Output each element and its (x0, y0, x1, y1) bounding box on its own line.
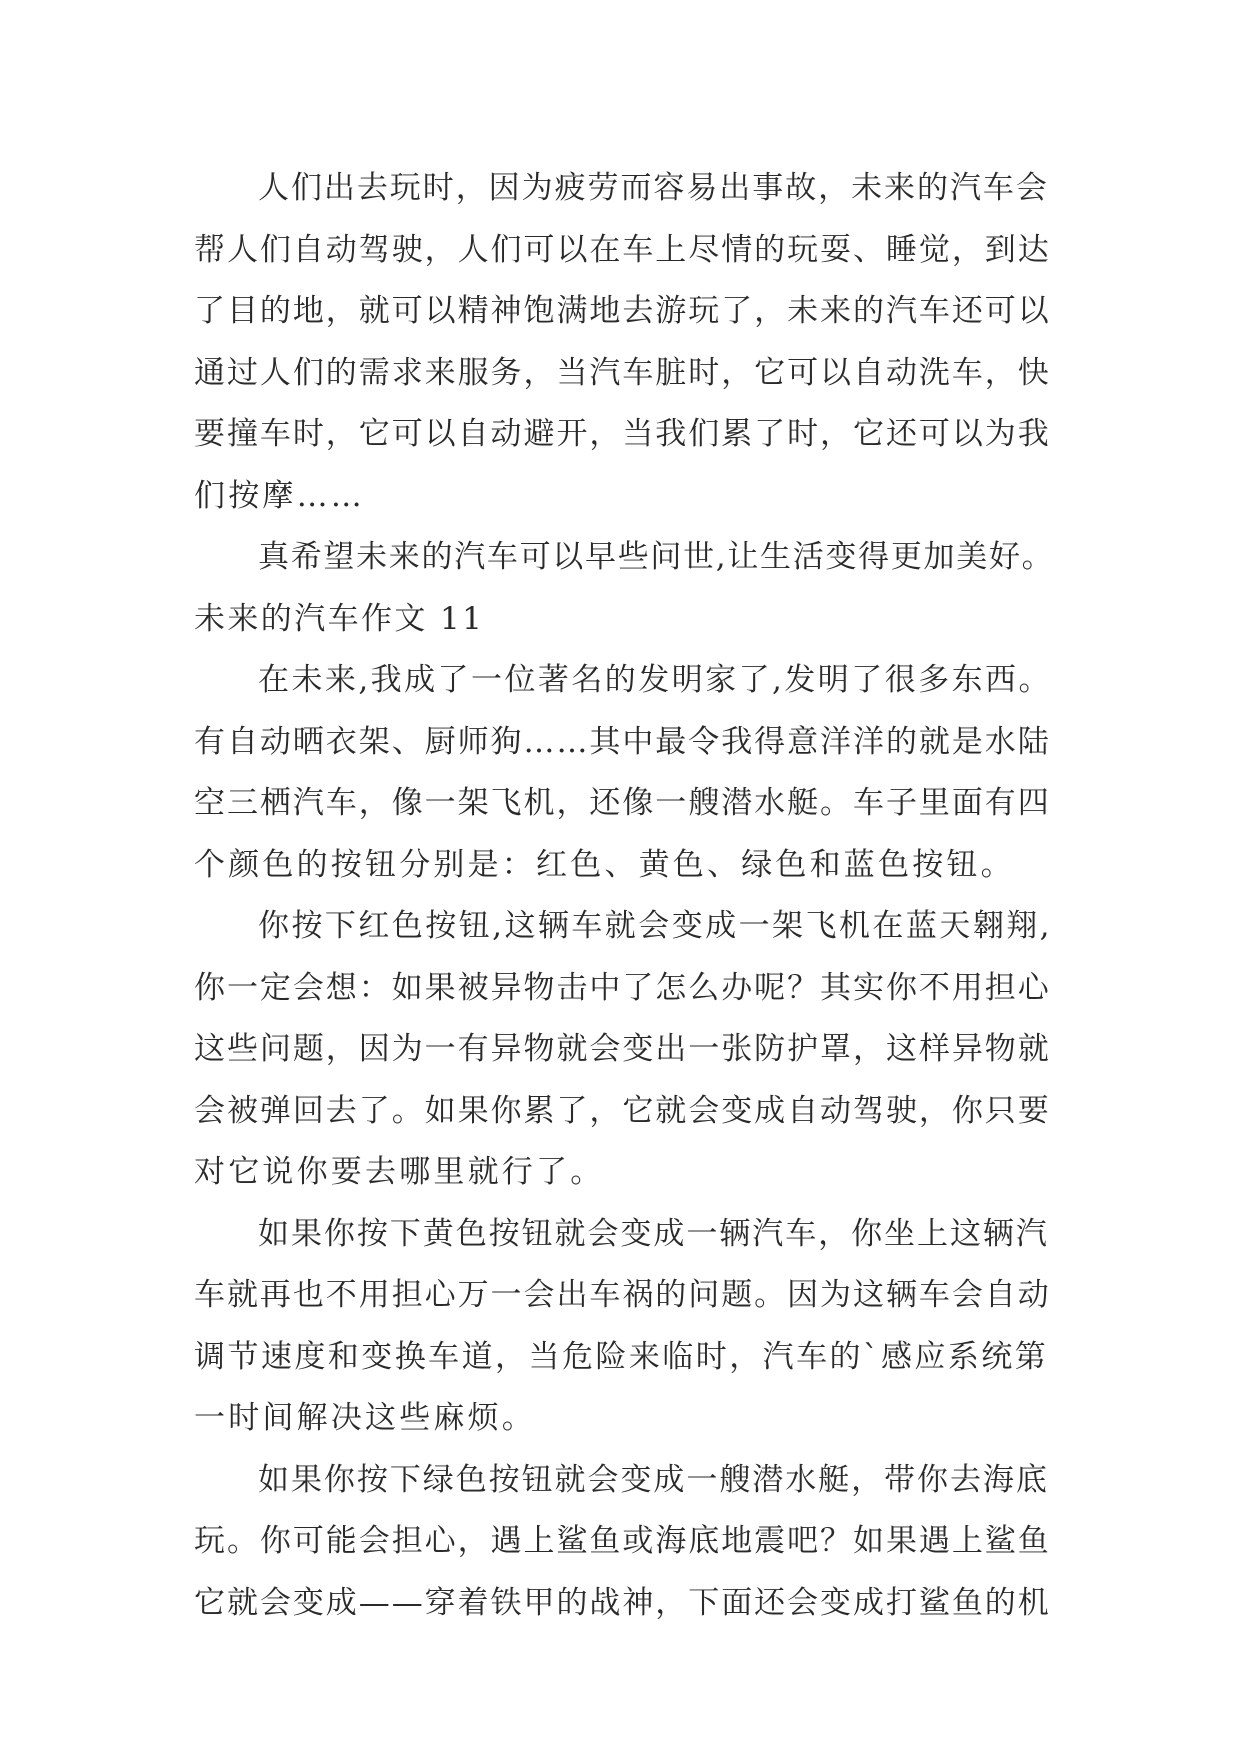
document-body (194, 158, 1054, 1634)
text-line: 你一定会想：如果被异物击中了怎么办呢？其实你不用担心 (194, 969, 1051, 1006)
text-line: 这些问题，因为一有异物就会变出一张防护罩，这样异物就 (194, 1031, 1051, 1067)
text-line: 在未来,我成了一位著名的发明家了,发明了很多东西。 (258, 662, 1052, 698)
text-line: 帮人们自动驾驶，人们可以在车上尽情的玩耍、睡觉，到达 (194, 231, 1051, 268)
text-line: 了目的地，就可以精神饱满地去游玩了，未来的汽车还可以 (194, 293, 1051, 329)
text-line: 人们出去玩时，因为疲劳而容易出事故，未来的汽车会 (258, 170, 1049, 206)
text-line: 玩。你可能会担心，遇上鲨鱼或海底地震吧？如果遇上鲨鱼 (194, 1523, 1051, 1559)
text-line: 它就会变成——穿着铁甲的战神，下面还会变成打鲨鱼的机 (194, 1584, 1051, 1621)
text-line: 要撞车时，它可以自动避开，当我们累了时，它还可以为我 (194, 416, 1051, 452)
text-line: 对它说你要去哪里就行了。 (194, 1154, 605, 1190)
text-line: 个颜色的按钮分别是：红色、黄色、绿色和蓝色按钮。 (194, 846, 1015, 883)
section-heading: 未来的汽车作文 11 (194, 600, 485, 637)
text-line: 调节速度和变换车道，当危险来临时，汽车的`感应系统第 (194, 1338, 1049, 1375)
text-line: 空三栖汽车，像一架飞机，还像一艘潜水艇。车子里面有四 (194, 785, 1051, 821)
text-line: 如果你按下黄色按钮就会变成一辆汽车，你坐上这辆汽 (258, 1215, 1049, 1252)
text-line: 车就再也不用担心万一会出车祸的问题。因为这辆车会自动 (194, 1277, 1051, 1313)
text-line: 们按摩…… (194, 477, 365, 514)
text-line: 如果你按下绿色按钮就会变成一艘潜水艇，带你去海底 (258, 1461, 1049, 1498)
text-line: 你按下红色按钮,这辆车就会变成一架飞机在蓝天翱翔, (258, 908, 1052, 944)
text-line: 真希望未来的汽车可以早些问世,让生活变得更加美好。 (258, 539, 1055, 575)
text-line: 有自动晒衣架、厨师狗……其中最令我得意洋洋的就是水陆 (194, 723, 1051, 760)
text-line: 会被弹回去了。如果你累了，它就会变成自动驾驶，你只要 (194, 1092, 1051, 1129)
text-line: 通过人们的需求来服务，当汽车脏时，它可以自动洗车，快 (194, 354, 1051, 391)
text-line: 一时间解决这些麻烦。 (194, 1400, 536, 1436)
